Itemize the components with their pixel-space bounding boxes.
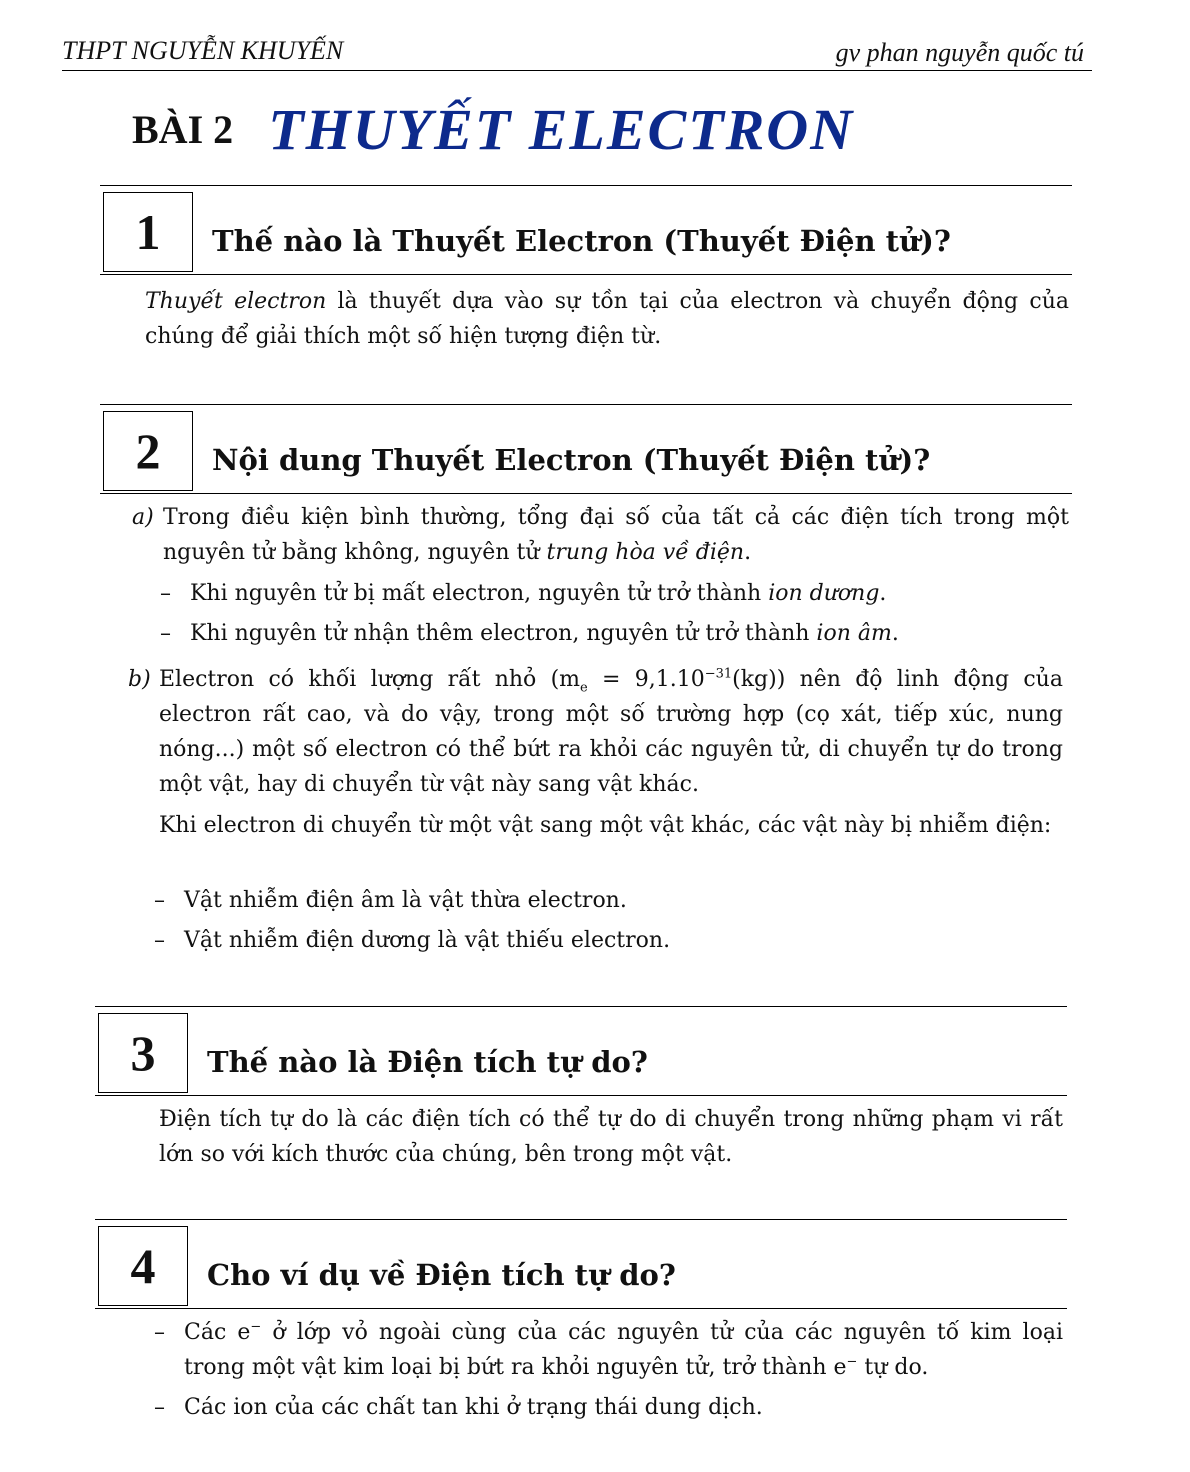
item-b-dash1: Vật nhiễm điện âm là vật thừa electron. — [184, 888, 627, 913]
item-b-sub: e — [580, 680, 588, 696]
example-1-sup2: − — [846, 1354, 858, 1370]
example-1-a: Các e — [184, 1320, 251, 1345]
dash-b1: – — [154, 888, 165, 913]
section-1-answer-text: là thuyết dựa vào sự tồn tại của electron và chuyển động của chúng để giải thích một số hiện tượng điện từ. — [145, 289, 1069, 349]
page-header — [62, 36, 1092, 71]
dash-a2: – — [160, 621, 171, 646]
teacher-name: gv phan nguyễn quốc tú — [835, 38, 1084, 67]
item-a-dash2 — [190, 616, 1070, 651]
section-1-number: 1 — [103, 192, 193, 272]
dash-d1: – — [154, 1320, 165, 1345]
item-a-dash1 — [190, 576, 1070, 611]
item-b-text-1: Electron có khối lượng rất nhỏ (m — [159, 667, 581, 692]
item-a-dash1-text: Khi nguyên tử bị mất electron, nguyên tử trở thành — [190, 581, 769, 606]
section-3-number: 3 — [98, 1013, 188, 1093]
item-a-body: Trong điều kiện bình thường, tổng đại số của tất cả các điện tích trong một nguyên tử bằng không, nguyên tử — [163, 505, 1069, 565]
dash-a1: – — [160, 581, 171, 606]
example-1-sup: − — [250, 1319, 262, 1335]
section-1-question: Thế nào là Thuyết Electron (Thuyết Điện tử)? — [212, 224, 951, 258]
section-2-number: 2 — [103, 411, 193, 491]
school-name: THPT NGUYỄN KHUYẾN — [62, 36, 344, 65]
item-b-text-3: (kg)) nên độ linh động của electron rất cao, và do vậy, trong một số trường hợp (cọ xát, tiếp xúc, nung nóng...) một số electron có thể bứt ra khỏi các nguyên tử, di chuyển tự do trong một vật, hay di chuyển từ vật này sang vật khác. — [159, 667, 1063, 797]
item-a-end: . — [744, 540, 752, 565]
example-1-b: ở lớp vỏ ngoài cùng của các nguyên tử của các nguyên tố kim loại trong một vật kim loại bị bứt ra khỏi nguyên tử, trở thành e — [184, 1320, 1063, 1380]
item-a-dash2-end: . — [891, 621, 899, 646]
section-4-example-2: Các ion của các chất tan khi ở trạng thái dung dịch. — [184, 1395, 763, 1420]
lesson-number: BÀI 2 — [132, 107, 234, 152]
item-b-text — [159, 662, 1063, 802]
item-a-dash2-italic: ion âm — [816, 621, 892, 646]
item-b-sup: −31 — [704, 666, 733, 682]
lesson-title — [132, 96, 854, 166]
section-2-question: Nội dung Thuyết Electron (Thuyết Điện tử)? — [212, 443, 931, 477]
item-a-dash1-end: . — [879, 581, 887, 606]
section-4-number: 4 — [98, 1226, 188, 1306]
item-b-dash2: Vật nhiễm điện dương là vật thiếu electron. — [184, 928, 671, 953]
section-3-question: Thế nào là Điện tích tự do? — [207, 1045, 648, 1079]
example-1-c: tự do. — [857, 1355, 929, 1380]
item-b-text-2: = 9,1.10 — [587, 667, 705, 692]
section-1-header — [100, 185, 1072, 275]
item-a-italic: trung hòa về điện — [546, 540, 745, 565]
item-a-dash2-text: Khi nguyên tử nhận thêm electron, nguyên tử trở thành — [190, 621, 817, 646]
item-a-text — [163, 500, 1069, 570]
dash-b2: – — [154, 928, 165, 953]
lesson-name: THUYẾT ELECTRON — [268, 97, 855, 162]
section-4-example-1 — [184, 1315, 1063, 1385]
item-b-label: b) — [128, 667, 151, 692]
section-2-header — [100, 404, 1072, 494]
item-b-paragraph-2: Khi electron di chuyển từ một vật sang một vật khác, các vật này bị nhiễm điện: — [159, 813, 1052, 838]
section-3-answer: Điện tích tự do là các điện tích có thể tự do di chuyển trong những phạm vi rất lớn so với kích thước của chúng, bên trong một vật. — [159, 1107, 1063, 1167]
item-a-label: a) — [132, 505, 154, 530]
section-4-question: Cho ví dụ về Điện tích tự do? — [207, 1258, 676, 1292]
section-3-header — [95, 1006, 1067, 1096]
section-4-header — [95, 1219, 1067, 1309]
item-a-dash1-italic: ion dương — [768, 581, 880, 606]
dash-d2: – — [154, 1395, 165, 1420]
section-1-answer — [145, 284, 1069, 354]
term-thuyet-electron: Thuyết electron — [145, 289, 327, 314]
